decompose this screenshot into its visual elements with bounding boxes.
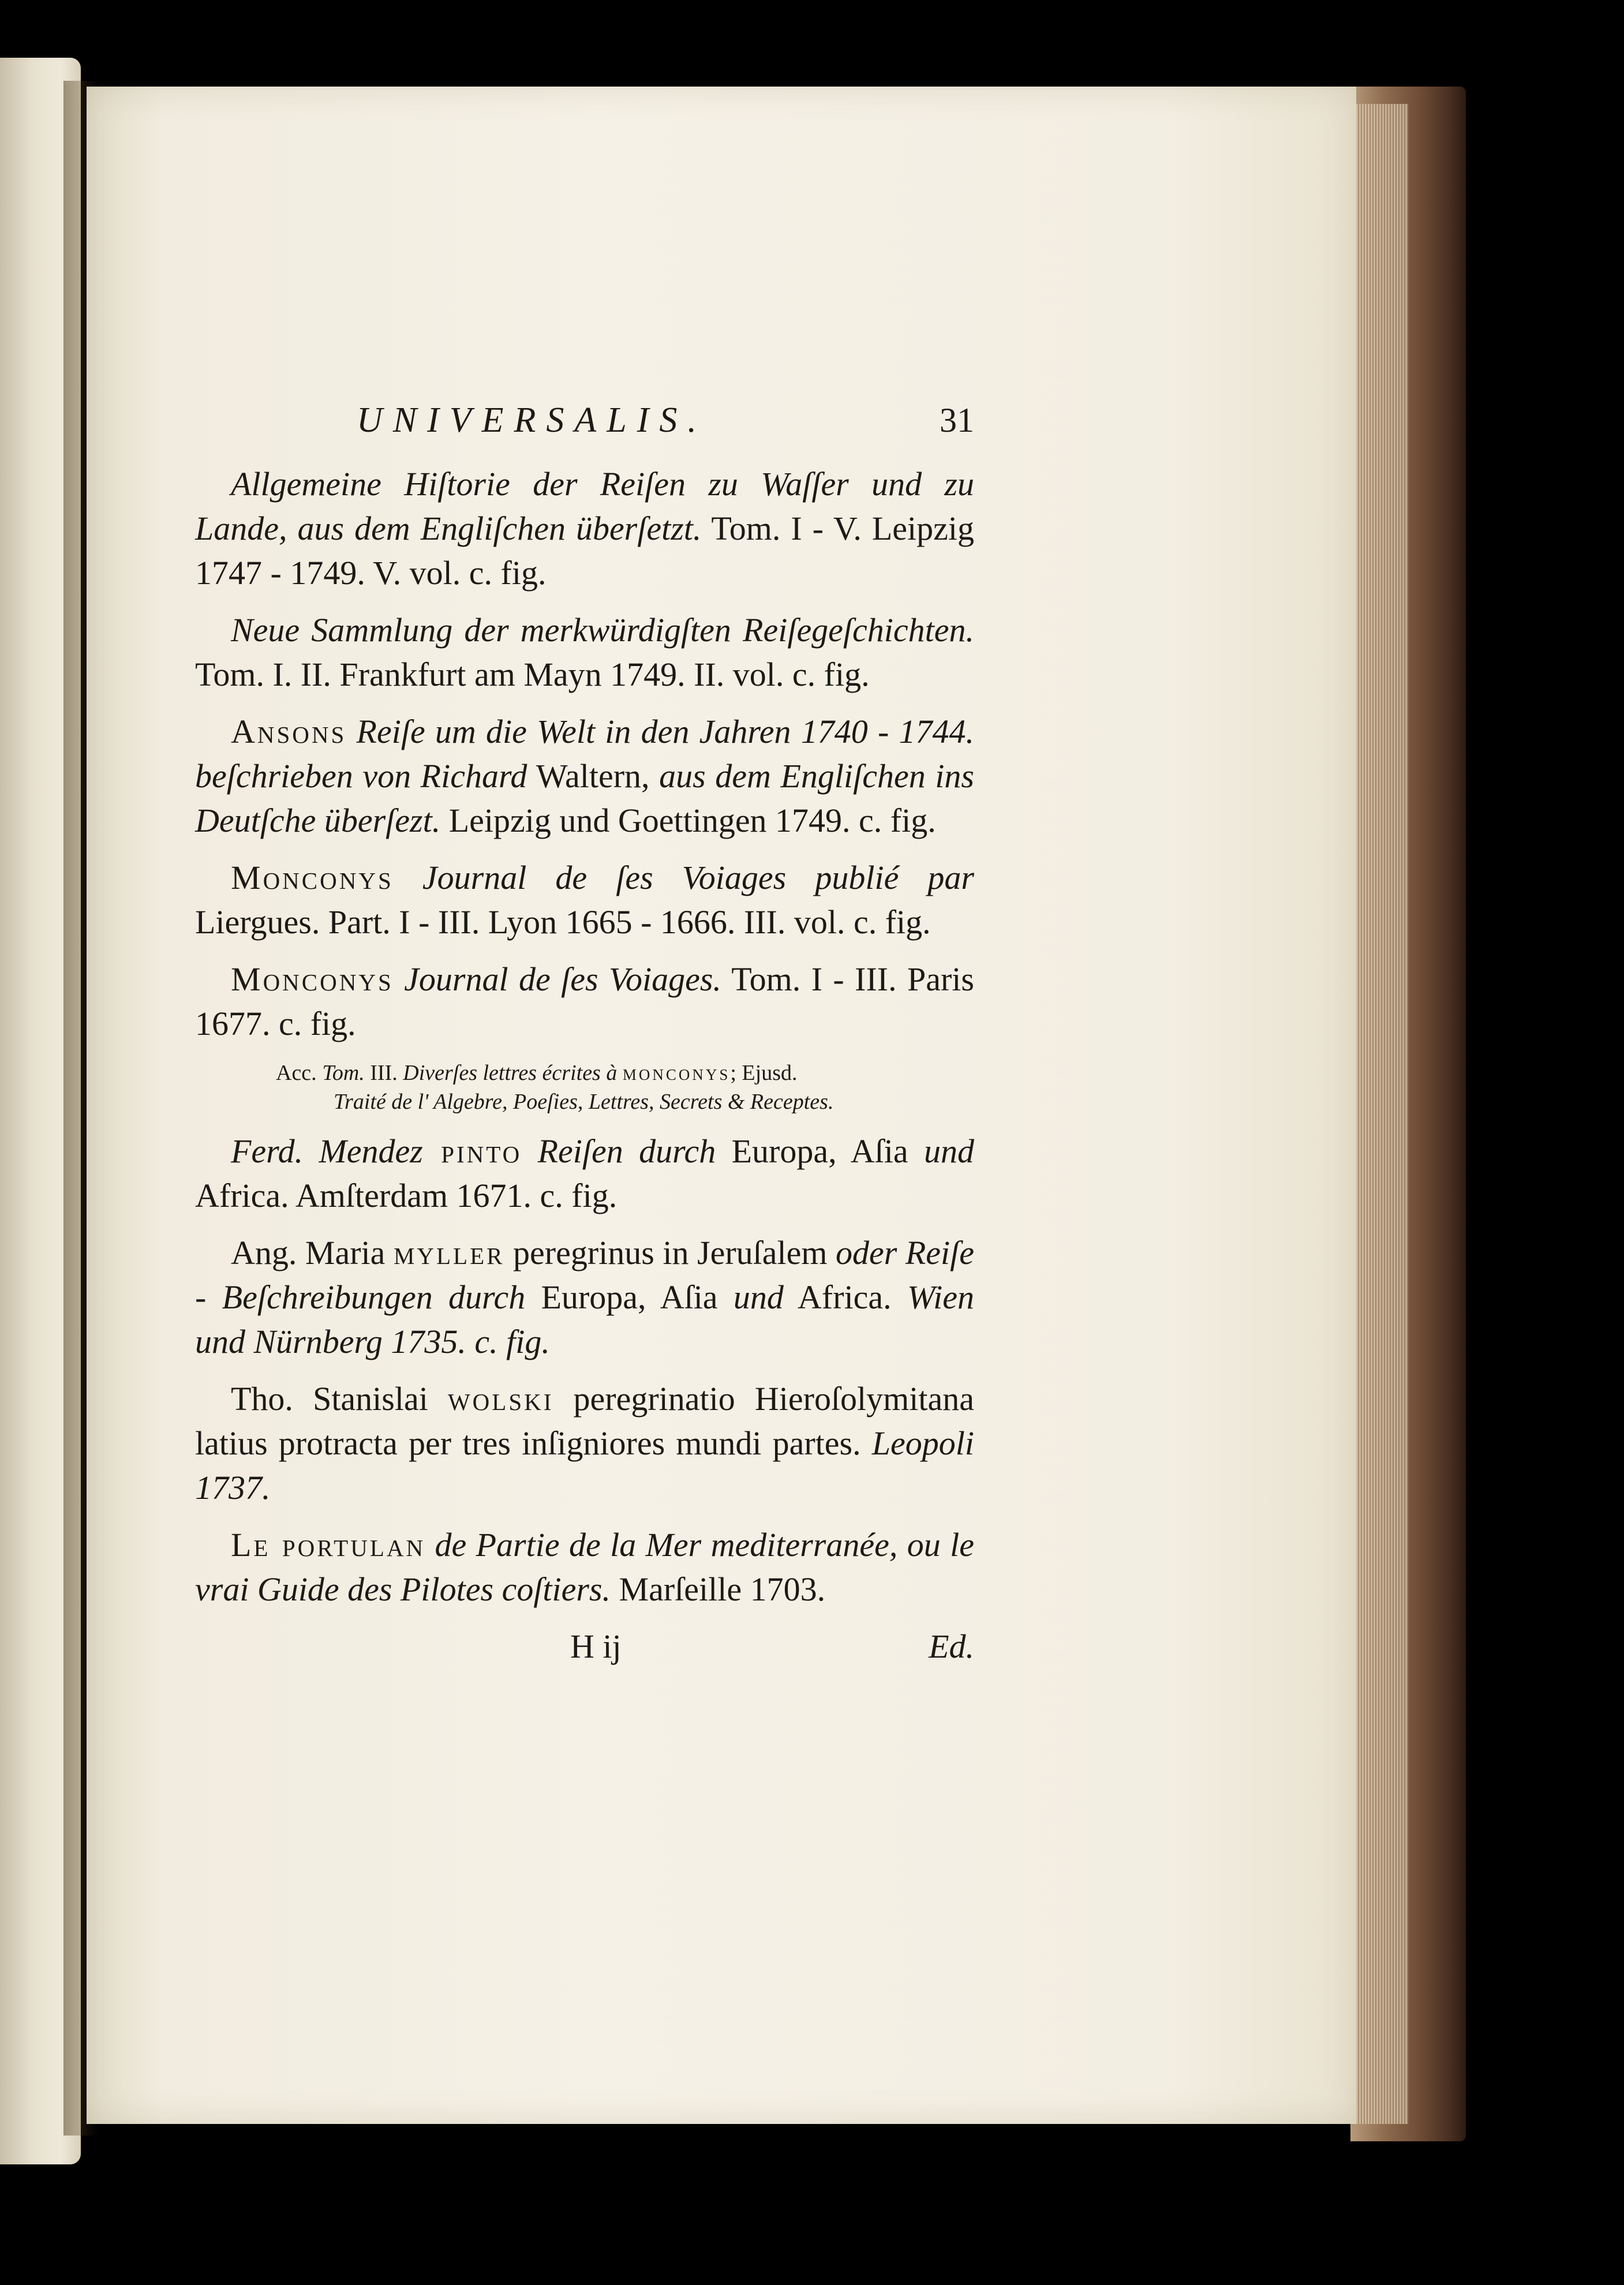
italic-text: de Partie de la Mer mediterranée, ou le vrai Guide des Pilotes coſtiers. — [195, 1526, 974, 1608]
small-caps-name: Monconys — [231, 859, 394, 896]
note-text: Diverſes lettres écrites à — [403, 1061, 623, 1085]
note-text: Acc. — [276, 1061, 323, 1085]
catchword: Ed. — [929, 1628, 974, 1665]
roman-text: Tom. I - III. Paris 1677. c. fig. — [195, 960, 974, 1042]
page-text-block — [195, 398, 974, 1676]
roman-text: Tho. Stanislai — [231, 1380, 448, 1418]
italic-text: und — [717, 1278, 784, 1316]
italic-text: oder Reiſe - Beſchreibungen durch — [195, 1234, 975, 1316]
note-text: Tom. — [322, 1061, 365, 1085]
roman-text: Liergues. Part. I - III. Lyon 1665 - 1666. III. vol. c. fig. — [195, 903, 931, 941]
roman-text: Tom. I. II. Frankfurt am Mayn 1749. II. vol. c. fig. — [195, 656, 870, 693]
bibliography-entry — [195, 1231, 974, 1364]
bibliography-entry — [195, 855, 974, 944]
bibliography-entry — [195, 462, 974, 595]
roman-text: Marſeille 1703. — [611, 1570, 826, 1608]
roman-text: Africa. — [783, 1278, 892, 1316]
roman-text: peregrinus in Jeruſalem — [504, 1234, 828, 1271]
entry-note — [195, 1059, 974, 1116]
note-text: III. — [364, 1061, 403, 1085]
italic-text: Allgemeine Hiſtorie der Reiſen zu Waſſer und zu Lande, aus dem Engliſchen überſetzt. — [195, 465, 974, 547]
bibliography-entry — [195, 1523, 974, 1611]
small-caps-name: Monconys — [231, 960, 394, 998]
note-text: monconys — [622, 1061, 731, 1085]
bibliography-entry — [195, 608, 974, 697]
bibliography-entry — [195, 709, 974, 843]
italic-text: Ferd. Mendez — [231, 1132, 423, 1170]
roman-text: Europa, Aſia — [525, 1278, 718, 1316]
note-text: Traité de l' Algebre, Poeſies, Lettres, Secrets & Receptes. — [334, 1090, 834, 1114]
note-text: ; Ejusd. — [730, 1061, 798, 1085]
roman-text: Tom. I - V. Leipzig 1747 - 1749. V. vol. c. fig. — [195, 510, 974, 592]
roman-text: Waltern, — [527, 757, 650, 795]
running-head — [195, 398, 974, 462]
italic-text: und — [908, 1132, 975, 1170]
page-block-edge — [1356, 104, 1408, 2124]
page-footer — [195, 1624, 974, 1676]
italic-text: Neue Sammlung der merkwürdigſten Reiſegeſchichten. — [231, 611, 974, 649]
italic-text: Reiſen durch — [522, 1132, 716, 1170]
italic-text: Leopoli 1737. — [195, 1424, 974, 1506]
signature-mark: H ij — [570, 1628, 622, 1665]
bibliography-entry — [195, 1129, 974, 1218]
roman-text: Leipzig und Goettingen 1749. c. fig. — [440, 802, 936, 839]
italic-text: aus dem Engliſchen ins Deutſche überſezt. — [195, 757, 974, 839]
running-head-title: UNIVERSALIS. — [357, 401, 707, 440]
bibliography-entry — [195, 1377, 974, 1510]
italic-text: Wien und Nürnberg 1735. c. fig. — [195, 1278, 974, 1360]
bibliography-entry — [195, 957, 974, 1046]
italic-text: Journal de ſes Voiages publié par — [393, 859, 974, 896]
small-caps-name: myller — [393, 1234, 505, 1271]
bibliography-entries — [195, 462, 974, 1611]
italic-text: Reiſe um die Welt in den Jahren 1740 - 1744. beſchrieben von Richard — [195, 713, 974, 795]
small-caps-name: wolski — [447, 1380, 554, 1418]
small-caps-name: pinto — [422, 1132, 522, 1170]
roman-text: Africa. Amſterdam 1671. c. fig. — [195, 1177, 618, 1214]
small-caps-name: Ansons — [231, 713, 347, 750]
small-caps-name: Le portulan — [231, 1526, 426, 1564]
page-number: 31 — [940, 401, 974, 439]
roman-text: Ang. Maria — [231, 1234, 394, 1271]
roman-text: peregrinatio Hieroſolymitana latius protracta per tres inſigniores mundi partes. — [195, 1380, 974, 1462]
roman-text: Europa, Aſia — [716, 1132, 908, 1170]
italic-text: Journal de ſes Voiages. — [393, 960, 721, 998]
